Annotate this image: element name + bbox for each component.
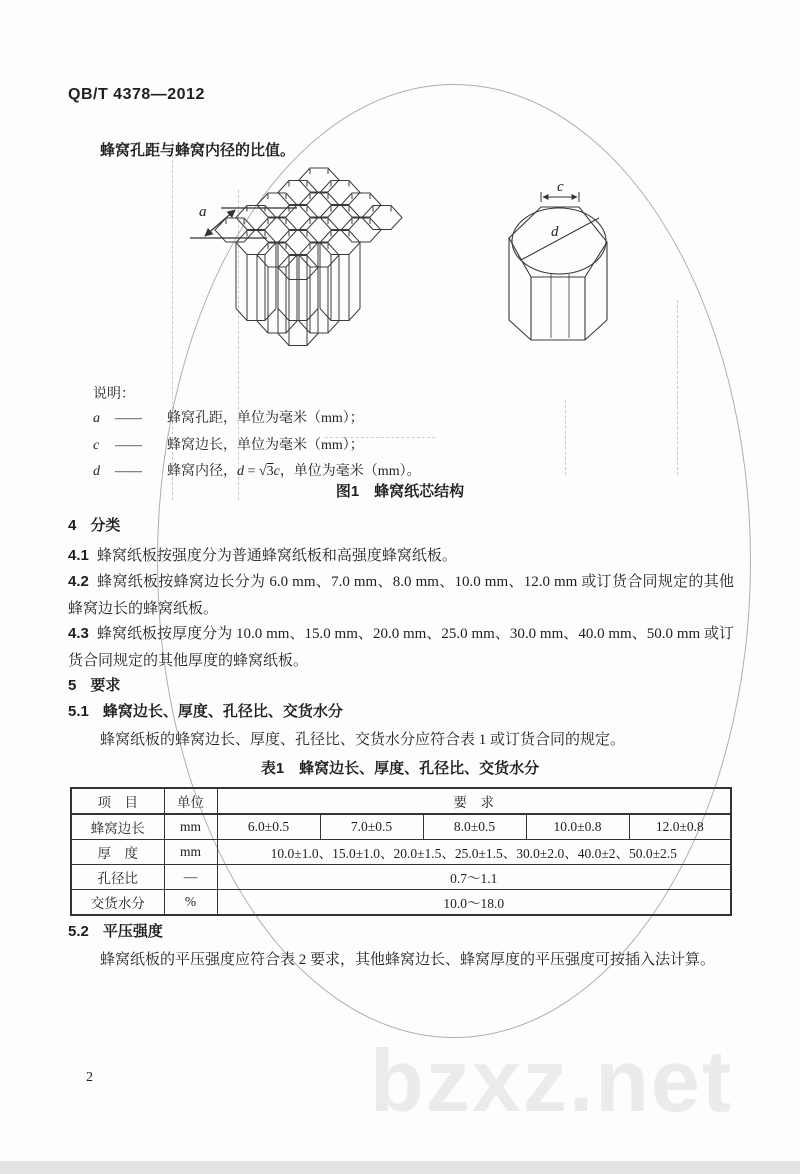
scan-artifact-dashed-line xyxy=(565,400,566,475)
table-row: 孔径比 — 0.7～1.1 xyxy=(71,865,731,890)
page-number: 2 xyxy=(86,1070,93,1085)
watermark: bzxz.net xyxy=(370,1031,734,1130)
legend-text: 蜂窝内径，d = √3c，单位为毫米（mm）。 xyxy=(167,464,421,479)
table-row: 蜂窝边长 mm 6.0±0.5 7.0±0.5 8.0±0.5 10.0±0.8 12.0±0.8 xyxy=(71,814,731,840)
clause-4-2: 4.2 蜂窝纸板按蜂窝边长分为 6.0 mm、7.0 mm、8.0 mm、10.0 mm、12.0 mm 或订货合同规定的其他蜂窝边长的蜂窝纸板。 xyxy=(68,573,734,617)
legend-text: 蜂窝边长，单位为毫米（mm）； xyxy=(167,438,364,453)
legend-symbol: d xyxy=(93,464,100,479)
clause5-heading xyxy=(68,674,120,695)
clause-number: 4 xyxy=(68,517,77,534)
legend-symbol: c xyxy=(93,438,100,453)
clause-5-1-body: 蜂窝纸板的蜂窝边长、厚度、孔径比、交货水分应符合表 1 或订货合同的规定。 xyxy=(100,732,626,748)
dimension-d-label: d xyxy=(551,224,559,240)
clause-4-1: 4.1 蜂窝纸板按强度分为普通蜂窝纸板和高强度蜂窝纸板。 xyxy=(68,547,457,564)
inner-bore-circle xyxy=(512,208,606,274)
scan-artifact-dashed-line xyxy=(677,300,678,475)
legend-dash: —— xyxy=(115,464,141,479)
table-row: 厚 度 mm 10.0±1.0、15.0±1.0、20.0±1.5、25.0±1.5、30.0±2.0、40.0±2、50.0±2.5 xyxy=(71,840,731,865)
legend-symbol: a xyxy=(93,411,100,426)
legend-dash: —— xyxy=(115,411,141,426)
table-header-row xyxy=(71,788,731,814)
figure-hex-cell xyxy=(505,180,615,365)
legend-item-a xyxy=(93,407,364,427)
intro-text: 蜂窝孔距与蜂窝内径的比值。 xyxy=(100,142,296,159)
clause-4-3: 4.3 蜂窝纸板按厚度分为 10.0 mm、15.0 mm、20.0 mm、25.0 mm、30.0 mm、40.0 mm、50.0 mm 或订货合同规定的其他厚度的蜂窝纸板。 xyxy=(68,625,734,669)
table1-caption: 表1 蜂窝边长、厚度、孔径比、交货水分 xyxy=(260,760,540,777)
diameter-d-line xyxy=(521,218,599,260)
header-item: 项 目 xyxy=(71,788,164,814)
dimension-c-label: c xyxy=(557,180,564,195)
legend-item-c xyxy=(93,434,364,454)
legend-item-d xyxy=(93,460,421,480)
clause-title: 要求 xyxy=(90,677,121,694)
table-row: 交货水分 % 10.0～18.0 xyxy=(71,890,731,916)
figure1-caption: 图1 蜂窝纸芯结构 xyxy=(335,483,465,500)
clause-title: 分类 xyxy=(90,517,121,534)
clause-5-2-body: 蜂窝纸板的平压强度应符合表 2 要求，其他蜂窝边长、蜂窝厚度的平压强度可按插入法计算。 xyxy=(100,952,716,968)
table1 xyxy=(70,787,732,916)
clause-5-2-heading: 5.2 平压强度 xyxy=(68,923,163,940)
standard-number: QB/T 4378—2012 xyxy=(68,86,205,103)
legend-text: 蜂窝孔距，单位为毫米（mm）； xyxy=(167,411,364,426)
header-unit: 单位 xyxy=(164,788,217,814)
header-requirement: 要 求 xyxy=(217,788,731,814)
clause4-heading xyxy=(68,514,120,535)
dimension-a-label: a xyxy=(199,204,207,220)
legend-dash: —— xyxy=(115,438,141,453)
figure-honeycomb-array xyxy=(185,162,430,362)
scan-edge-strip xyxy=(0,1161,800,1174)
clause-number: 5 xyxy=(68,677,77,694)
clause-5-1-heading: 5.1 蜂窝边长、厚度、孔径比、交货水分 xyxy=(68,703,343,720)
figure-legend-title: 说明： xyxy=(93,387,135,402)
